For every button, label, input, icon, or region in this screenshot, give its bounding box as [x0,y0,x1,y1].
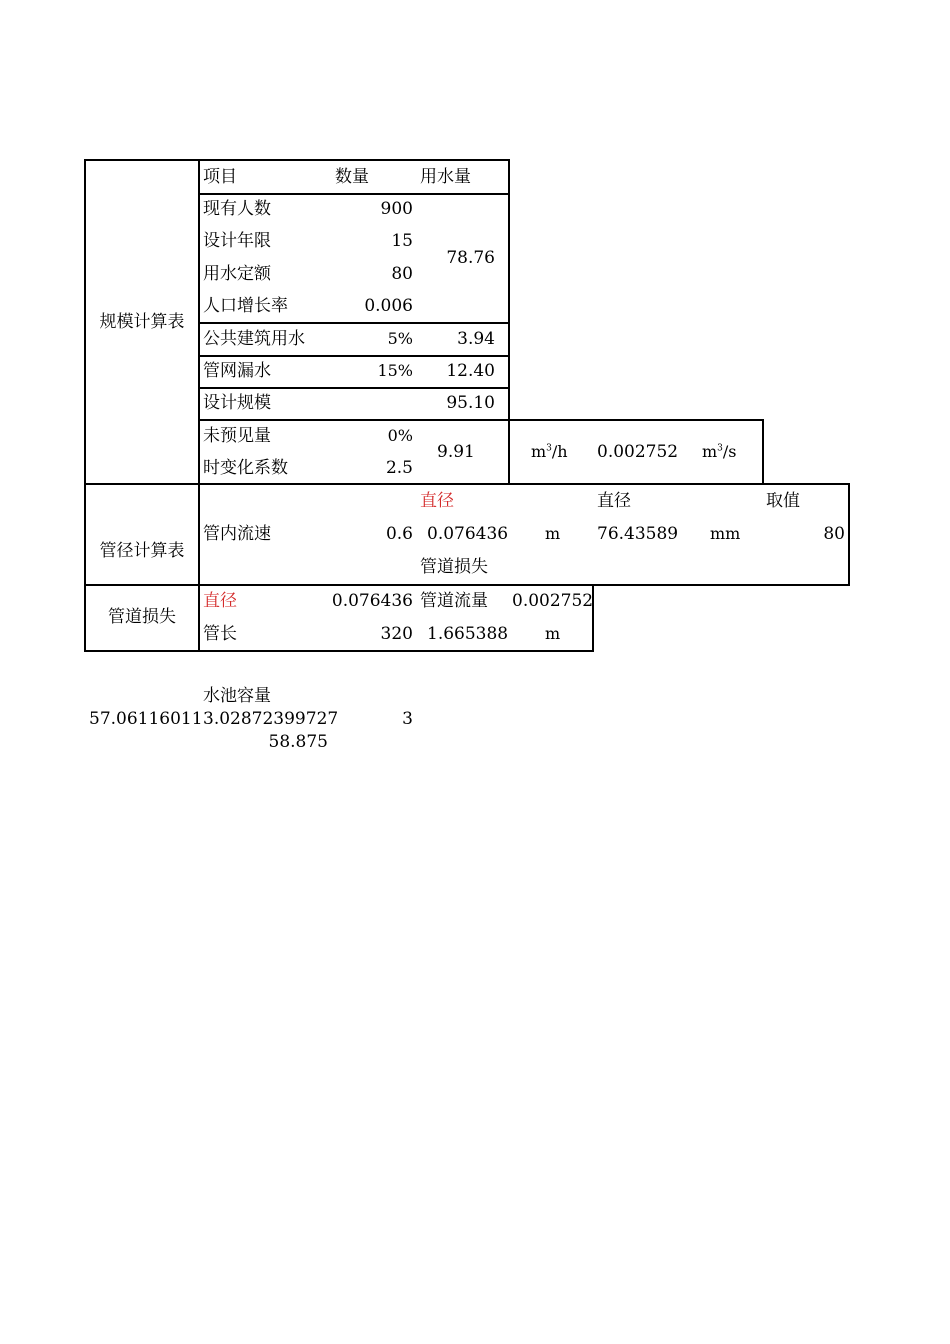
leakage-water: 12.40 [446,361,495,381]
velocity-value: 0.6 [385,524,413,544]
row-label: 人口增长率 [203,296,288,316]
header-item: 项目 [203,167,237,187]
unforeseen-value: 0% [387,426,413,445]
row-value: 80 [391,264,413,284]
loss-flow-label: 管道流量 [420,591,488,611]
header-qty: 数量 [335,167,369,187]
hourly-coef-value: 2.5 [385,458,413,478]
loss-flow-value: 0.002752 [512,591,594,611]
loss-length-value: 320 [380,624,413,644]
public-building-water: 3.94 [457,329,495,349]
hourly-coef-label: 时变化系数 [203,458,288,478]
pool-rounded: 3 [402,709,413,729]
diameter-m-value: 0.076436 [427,524,509,544]
loss-unit: m [545,624,561,643]
pipe-loss-label: 管道损失 [420,557,488,577]
loss-length-label: 管长 [203,624,237,644]
unit-m3-per-hour: $m^3/h$ [531,442,568,461]
leakage-pct: 15% [377,361,413,380]
scale-side-label: 规模计算表 [99,312,185,332]
diameter-side-label: 管径计算表 [99,541,185,561]
chosen-value: 80 [823,524,845,544]
row-label: 设计年限 [203,231,271,251]
row-value: 0.006 [364,296,413,316]
loss-value: 1.665388 [427,624,509,644]
pool-value: 3.02872399727 [203,709,339,729]
pool-extra: 58.875 [268,732,328,752]
unforeseen-label: 未预见量 [203,426,271,446]
public-building-pct: 5% [387,329,413,348]
loss-diameter-label: 直径 [203,591,237,611]
leakage-label: 管网漏水 [203,361,271,381]
loss-side-label: 管道损失 [108,607,176,627]
flow-per-hour: 9.91 [437,442,475,462]
diameter-mm-value: 76.43589 [597,524,679,544]
pool-label: 水池容量 [203,686,271,706]
velocity-label: 管内流速 [203,524,271,544]
design-scale-label: 设计规模 [203,393,271,413]
diameter-red-label: 直径 [420,491,454,511]
unit-mm: mm [710,524,741,543]
flow-per-second: 0.002752 [597,442,679,462]
diameter-label: 直径 [597,491,631,511]
header-water: 用水量 [420,167,471,187]
pool-left-value: 57.06116011 [89,709,203,729]
row-label: 现有人数 [203,199,271,219]
row-value: 15 [391,231,413,251]
base-water-value: 78.76 [446,248,495,268]
unit-m: m [545,524,561,543]
row-value: 900 [380,199,413,219]
loss-diameter-value: 0.076436 [331,591,413,611]
design-scale-water: 95.10 [446,393,495,413]
public-building-label: 公共建筑用水 [203,329,305,349]
unit-m3-per-second: $m^3/s$ [702,442,737,461]
chosen-label: 取值 [766,491,800,511]
row-label: 用水定额 [203,264,271,284]
